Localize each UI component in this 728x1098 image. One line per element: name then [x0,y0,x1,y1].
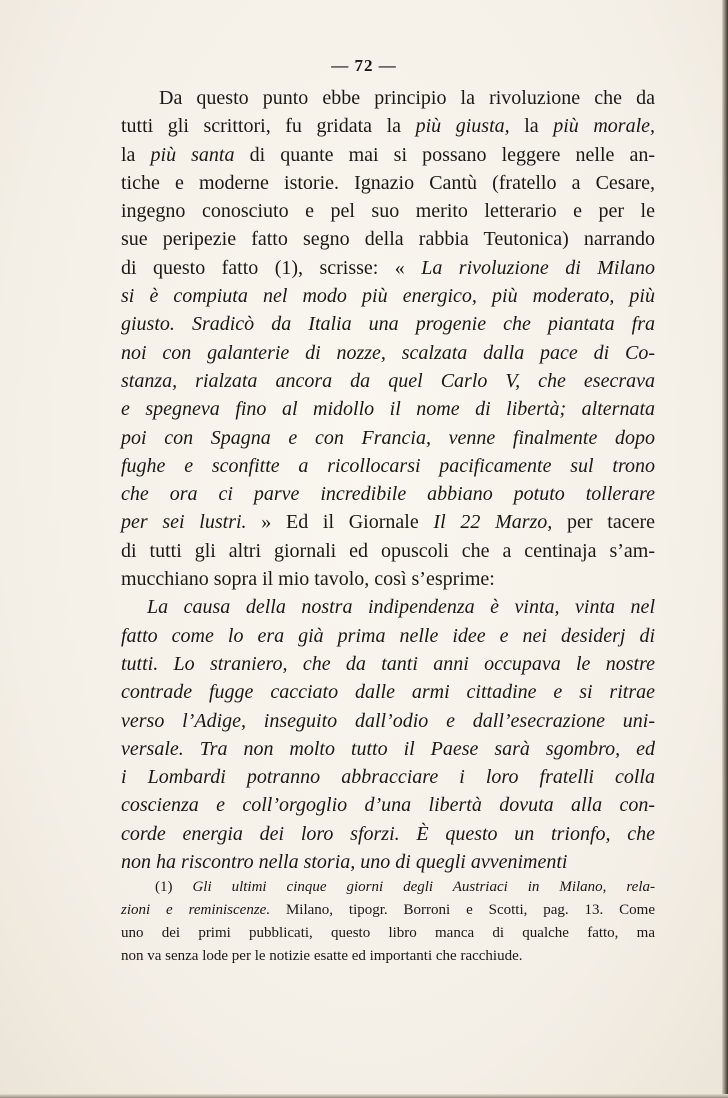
text-line [121,141,655,169]
italic-text: fatto come lo era già prima nelle idee e nei desiderj di [121,624,655,647]
text-line [121,593,655,621]
text-line [121,735,655,763]
text-run: ingegno conosciuto e pel suo merito letterario e per le [121,200,655,223]
text-run: non va senza lode per le notizie esatte ed importanti che racchiude. [121,948,523,964]
italic-text: si è compiuta nel modo più energico, più moderato, più [121,285,655,308]
italic-text: non ha riscontro nella storia, uno di quegli avvenimenti [121,851,568,874]
text-line [121,395,655,423]
footnote-line [121,876,655,899]
italic-text: giusto. Sradicò da Italia una progenie che piantata fra [121,313,655,336]
italic-text: contrade fugge cacciato dalle armi cittadine e si ritrae [121,681,655,704]
text-run: di tutti gli altri giornali ed opuscoli che a centinaja s’am- [121,539,655,562]
text-line [121,310,655,338]
italic-text: e spegneva fino al midollo il nome di libertà; alternata [121,398,655,421]
text-line [121,848,655,876]
italic-text: La rivoluzione di Milano [421,256,656,279]
text-line [121,820,655,848]
text-line [121,565,655,593]
text-line [121,707,655,735]
italic-text: stanza, rialzata ancora da quel Carlo V, che esecrava [121,369,655,392]
text-run: tiche e moderne istorie. Ignazio Cantù (fratello a Cesare, [121,171,655,194]
italic-text: che ora ci parve incredibile abbiano potuto tollerare [121,483,655,506]
italic-text: La causa della nostra indipendenza è vinta, vinta nel [147,596,655,619]
text-line [121,678,655,706]
italic-text: tutti. Lo straniero, che da tanti anni occupava le nostre [121,652,655,675]
text-line [121,650,655,678]
italic-text: poi con Spagna e con Francia, venne finalmente dopo [121,426,655,449]
text-line [121,763,655,791]
page-bottom-edge [0,1094,728,1098]
text-line [121,367,655,395]
page-edge-shadow [722,0,728,1098]
footnote-line [121,945,655,968]
text-line [121,480,655,508]
text-line [121,339,655,367]
text-run: Da questo punto ebbe principio la rivoluzione che da [159,87,655,109]
italic-text: più giusta, [415,115,510,138]
text-line [121,282,655,310]
italic-text: i Lombardi potranno abbracciare i loro fratelli colla [121,766,655,789]
footnote-line [121,922,655,945]
footnote [121,876,655,968]
italic-text: coscienza e coll’orgoglio d’una libertà dovuta alla con- [121,794,655,817]
text-run: la [121,143,151,166]
italic-text: Il 22 Marzo, [433,511,553,534]
text-line [121,508,655,536]
text-run: per tacere [552,511,655,534]
italic-text: per sei lustri. [121,511,247,534]
text-run: Milano, tipogr. Borroni e Scotti, pag. 13. Come [270,902,655,918]
italic-text: verso l’Adige, inseguito dall’odio e dall’esecrazione uni- [121,709,655,732]
text-line [121,254,655,282]
main-text [121,84,655,876]
text-run: uno dei primi pubblicati, questo libro manca di qualche fatto, ma [121,925,655,941]
italic-text: versale. Tra non molto tutto il Paese sarà sgombro, ed [121,737,655,760]
text-run: la [509,115,554,138]
text-run: di questo fatto (1), scrisse: « [121,256,422,279]
text-run: » Ed il Giornale [246,511,434,534]
text-line [121,424,655,452]
italic-text: fughe e sconfitte a ricollocarsi pacificamente sul trono [121,454,655,477]
italic-text: zioni e reminiscenze. [121,902,271,918]
footnote-line [121,899,655,922]
text-line [121,169,655,197]
text-line [121,197,655,225]
page-number: — 72 — [331,56,397,75]
text-run: sue peripezie fatto segno della rabbia Teutonica) narrando [121,228,655,251]
text-line [121,622,655,650]
text-line [121,537,655,565]
text-line [121,112,655,140]
text-line [121,225,655,253]
text-run: mucchiano sopra il mio tavolo, così s’esprime: [121,568,495,591]
text-line [121,452,655,480]
italic-text: più santa [150,143,235,166]
text-line [121,791,655,819]
text-run: (1) [155,879,193,895]
italic-text: noi con galanterie di nozze, scalzata dalla pace di Co- [121,341,655,364]
text-line [121,84,655,112]
italic-text: più morale, [553,115,656,138]
italic-text: corde energia dei loro sforzi. È questo un trionfo, che [121,822,655,845]
text-run: di quante mai si possano leggere nelle an- [234,143,655,166]
text-run: tutti gli scrittori, fu gridata la [121,115,416,138]
italic-text: Gli ultimi cinque giorni degli Austriaci in Milano, rela- [192,879,655,895]
